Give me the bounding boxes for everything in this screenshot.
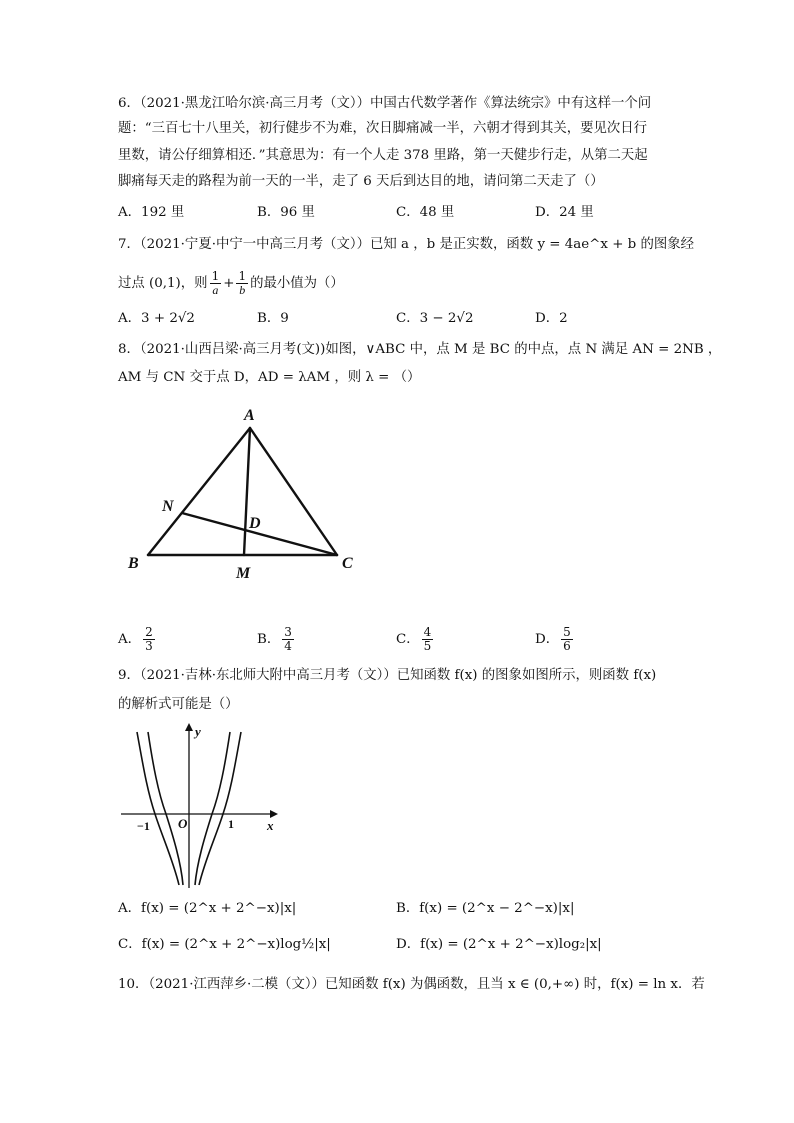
label-b: B: [128, 555, 139, 572]
option-letter: D．: [535, 632, 560, 647]
plus-sign: +: [223, 276, 235, 291]
q6-line-1: 6．（2021·黑龙江哈尔滨·高三月考（文））中国古代数学著作《算法统宗》中有这样一个问: [118, 96, 652, 111]
option-fraction: [143, 626, 155, 653]
q7-line-1: 7．（2021·宁夏·中宁一中高三月考（文））已知 a ，b 是正实数，函数 y = 4ae^x + b 的图象经: [118, 237, 695, 252]
q9-option-a: A．f(x) = (2^x + 2^−x)|x|: [118, 901, 297, 916]
option-letter: A．: [118, 632, 142, 647]
q8-line-1: 8．（2021·山西吕梁·高三月考(文))如图，∨ABC 中，点 M 是 BC 的中点，点 N 满足 AN = 2NB ，: [118, 342, 722, 357]
q7-option-d: D．2: [535, 311, 568, 326]
fraction-numerator: 3: [284, 625, 292, 639]
q7-option-c: C．3 − 2√2: [396, 311, 474, 326]
fraction-numerator: 1: [238, 269, 247, 283]
label-y: y: [195, 724, 201, 739]
fraction-numerator: 4: [423, 625, 432, 639]
curve-right-outer: [199, 732, 241, 885]
x-axis-arrow-icon: [270, 810, 278, 818]
fraction-numerator: 5: [563, 625, 571, 639]
triangle-figure: [120, 400, 370, 590]
q6-option-d: D．24 里: [535, 205, 594, 220]
q9-option-b: B．f(x) = (2^x − 2^−x)|x|: [396, 901, 575, 916]
q9-line-2: 的解析式可能是（）: [118, 697, 239, 712]
fraction-denominator: 3: [145, 639, 153, 653]
q7-fraction-1-over-b: [236, 270, 248, 297]
label-d: D: [249, 515, 261, 532]
y-axis-arrow-icon: [185, 723, 193, 731]
fraction-denominator: a: [212, 283, 219, 297]
q6-line-4: 脚痛每天走的路程为前一天的一半，走了 6 天后到达目的地，请问第二天走了（）: [118, 174, 604, 189]
fraction-denominator: 6: [563, 639, 571, 653]
q7-line-2: [118, 270, 698, 297]
function-graph: [115, 720, 285, 890]
q9-option-d: D．f(x) = (2^x + 2^−x)log₂|x|: [396, 937, 602, 952]
q8-option-a: [118, 626, 157, 653]
q6-line-3: 里数，请公仔细算相还．”其意思为：有一个人走 378 里路，第一天健步行走，从第二天起: [118, 148, 648, 163]
label-x: x: [267, 818, 274, 833]
q6-option-a: A．192 里: [118, 205, 185, 220]
option-letter: C．: [396, 632, 420, 647]
label-m: M: [236, 565, 251, 582]
q9-option-c: C．f(x) = (2^x + 2^−x)log½|x|: [118, 937, 331, 952]
fraction-denominator: 5: [423, 639, 432, 653]
q8-option-b: [257, 626, 296, 653]
q8-option-c: [396, 626, 435, 653]
q7-line-2-start: 过点 (0,1)，则: [118, 276, 208, 291]
option-letter: B．: [257, 632, 281, 647]
fraction-denominator: 4: [284, 639, 292, 653]
label-n: N: [162, 498, 174, 515]
median-am: [244, 428, 250, 555]
label-a: A: [244, 407, 255, 424]
q7-option-a: A．3 + 2√2: [118, 311, 195, 326]
option-fraction: [282, 626, 294, 653]
side-ab: [148, 428, 250, 555]
q6-option-b: B．96 里: [257, 205, 315, 220]
label-minus-one: −1: [137, 819, 150, 833]
label-c: C: [342, 555, 353, 572]
q10-line-1: 10．（2021·江西萍乡·二模（文））已知函数 f(x) 为偶函数，且当 x ∈ (0,+∞) 时，f(x) = ln x．若: [118, 977, 705, 992]
q9-line-1: 9．（2021·吉林·东北师大附中高三月考（文））已知函数 f(x) 的图象如图所示，则函数 f(x): [118, 668, 657, 683]
q8-line-2: AM 与 CN 交于点 D，AD = λAM ，则 λ = （）: [118, 370, 421, 385]
q6-option-c: C．48 里: [396, 205, 455, 220]
option-fraction: [561, 626, 573, 653]
q8-option-d: [535, 626, 575, 653]
label-origin: O: [178, 816, 188, 831]
curve-left-outer: [137, 732, 179, 885]
q7-line-2-end: 的最小值为（）: [250, 276, 344, 291]
fraction-numerator: 2: [145, 625, 153, 639]
fraction-denominator: b: [239, 283, 246, 297]
label-one: 1: [228, 817, 234, 831]
option-fraction: [422, 626, 434, 653]
fraction-numerator: 1: [211, 269, 220, 283]
q7-fraction-1-over-a: [210, 270, 222, 297]
q6-line-2: 题：“三百七十八里关，初行健步不为难，次日脚痛减一半，六朝才得到其关，要见次日行: [118, 121, 648, 136]
q7-option-b: B．9: [257, 311, 289, 326]
